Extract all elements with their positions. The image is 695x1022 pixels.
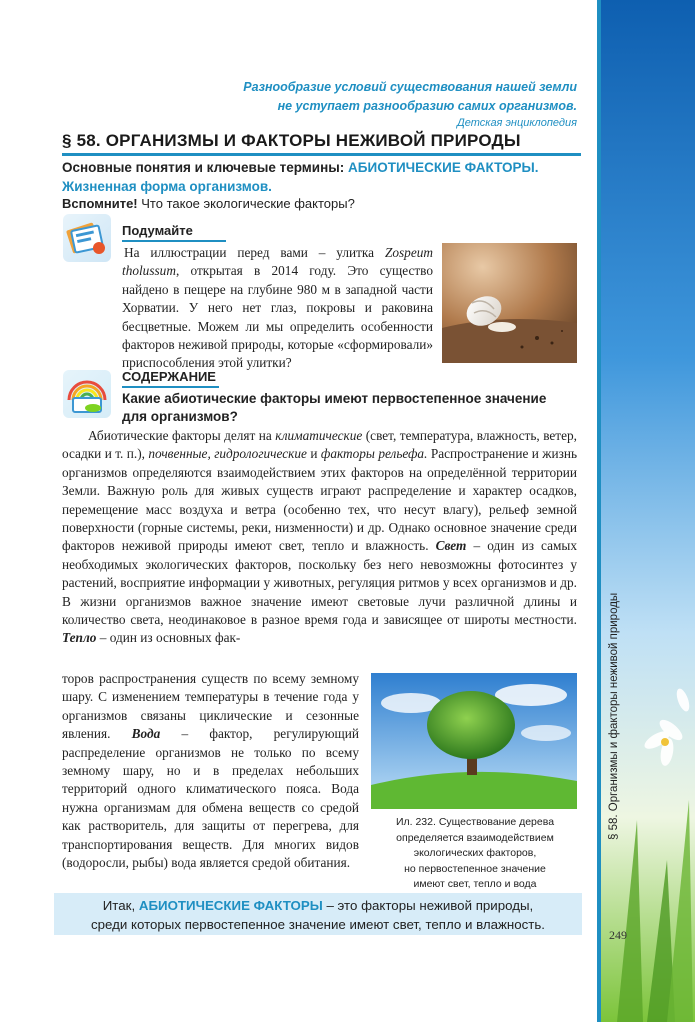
tree-photo xyxy=(371,673,577,809)
think-book-icon xyxy=(63,214,111,262)
epigraph-source: Детская энциклопедия xyxy=(456,117,577,129)
main-text-4: Распространение и жизнь организмов определяются взаимодействием этих факторов на определённой территории Земли. Важную роль для живых существ играют распределение и характер осадков, перемещение масс воздуха и ветра (особенно тех, что несут влагу), рельеф земной поверхности (горные системы, реки, низменности) и др. Однако основное значение среди факторов неживой природы имеют свет, тепло и влажность. xyxy=(62,446,578,554)
content-heading: СОДЕРЖАНИЕ xyxy=(122,369,216,384)
summary-text-2: – это факторы неживой природы, xyxy=(326,898,534,913)
term-water: Вода xyxy=(131,726,161,742)
recall-question: Что такое экологические факторы? xyxy=(141,196,355,211)
caption-line-5: имеют свет, тепло и вода xyxy=(413,878,537,890)
column-text-2: – фактор, регулирующий распределение организмов не только по всему земному шару, но и в пределах небольших территорий одного климатического пояса. Вода нужна организмам для обмена веществ со средой как растворитель, для защиты от перегрева, для транспортирования веществ. Для многих видов (водоросли, рыбы) вода является средой обитания. xyxy=(62,726,360,871)
term-soil: почвенные, гидрологические xyxy=(148,446,307,462)
title-underline xyxy=(62,153,581,156)
key-terms-label: Основные понятия и ключевые термины: xyxy=(62,160,345,175)
think-paragraph xyxy=(122,244,433,373)
key-term-abiotic: АБИОТИЧЕСКИЕ ФАКТОРЫ. xyxy=(348,160,539,175)
caption-line-3: экологических факторов, xyxy=(413,847,537,859)
page-title: § 58. ОРГАНИЗМЫ И ФАКТОРЫ НЕЖИВОЙ ПРИРОДЫ xyxy=(62,131,521,150)
side-running-title xyxy=(608,550,632,840)
side-decoration xyxy=(597,0,695,1022)
main-text-3: и xyxy=(310,446,318,462)
caption-line-1: Ил. 232. Существование дерева xyxy=(395,816,555,828)
column-text-1: торов распространения существ по всему земному шару. С изменением температуры в течение года у организмов связаны циклические и сезонные явления. xyxy=(62,671,359,742)
page-number: 249 xyxy=(609,928,627,942)
content-rainbow-icon xyxy=(63,370,111,418)
main-paragraph xyxy=(62,427,577,648)
snail-photo xyxy=(442,243,577,363)
recall-prompt xyxy=(62,196,355,211)
think-text-1: На иллюстрации перед вами – улитка xyxy=(124,245,375,260)
term-relief: факторы рельефа. xyxy=(320,446,428,462)
recall-label: Вспомните! xyxy=(62,196,138,211)
main-text-6: – один из основных фак- xyxy=(99,630,241,646)
summary-box xyxy=(54,893,582,935)
side-running-title-text: § 58. Организмы и факторы неживой природы xyxy=(608,592,620,840)
epigraph xyxy=(243,78,577,130)
key-term-life-form: Жизненная форма организмов. xyxy=(62,179,272,194)
summary-line-2: среди которых первостепенное значение имеют свет, тепло и влажность. xyxy=(90,917,545,932)
main-text-1: Абиотические факторы делят на xyxy=(88,428,272,443)
figure-caption xyxy=(369,815,581,893)
epigraph-line-1: Разнообразие условий существования нашей земли xyxy=(243,80,577,94)
term-light: Свет xyxy=(435,538,467,554)
think-heading: Подумайте xyxy=(122,223,193,238)
term-climatic: климатические xyxy=(275,428,363,443)
content-heading-rule xyxy=(122,386,219,388)
term-heat: Тепло xyxy=(62,630,97,646)
column-paragraph xyxy=(62,670,359,872)
main-text-2: (свет, температура, влажность, ветер, осадки и т. п.), xyxy=(62,428,577,462)
caption-line-2: определяется взаимодействием xyxy=(396,831,554,844)
content-question: Какие абиотические факторы имеют первостепенное значение для организмов? xyxy=(122,391,547,424)
think-text-2: , открытая в 2014 году. Это существо найдено в пещере на глубине 980 м в западной части Хорватии. У него нет глаз, покровы и раковина бесцветные. Можем ли мы определить особенности факторов неживой природы, которые «сформировали» приспособления этой улитки? xyxy=(122,263,433,371)
caption-line-4: но первостепенное значение xyxy=(404,862,546,875)
summary-text-1: Итак, xyxy=(102,898,136,913)
main-text-5: – один из самых необходимых экологических факторов, поскольку без него невозможны фотосинтез у растений, восприятие информации у животных, регуляция ритмов у всех организмов и др. В жизни организмов важное значение имеют световые лучи различной длины и количество света, неодинаковое в разное время года и зависящее от широты местности. xyxy=(62,538,578,628)
key-terms xyxy=(62,158,587,196)
think-heading-rule xyxy=(122,240,226,242)
snail-species-name: Zospeum tholussum xyxy=(122,245,433,279)
epigraph-line-2: не уступает разнообразию самих организмов. xyxy=(277,99,577,113)
summary-term: АБИОТИЧЕСКИЕ ФАКТОРЫ xyxy=(138,898,323,913)
